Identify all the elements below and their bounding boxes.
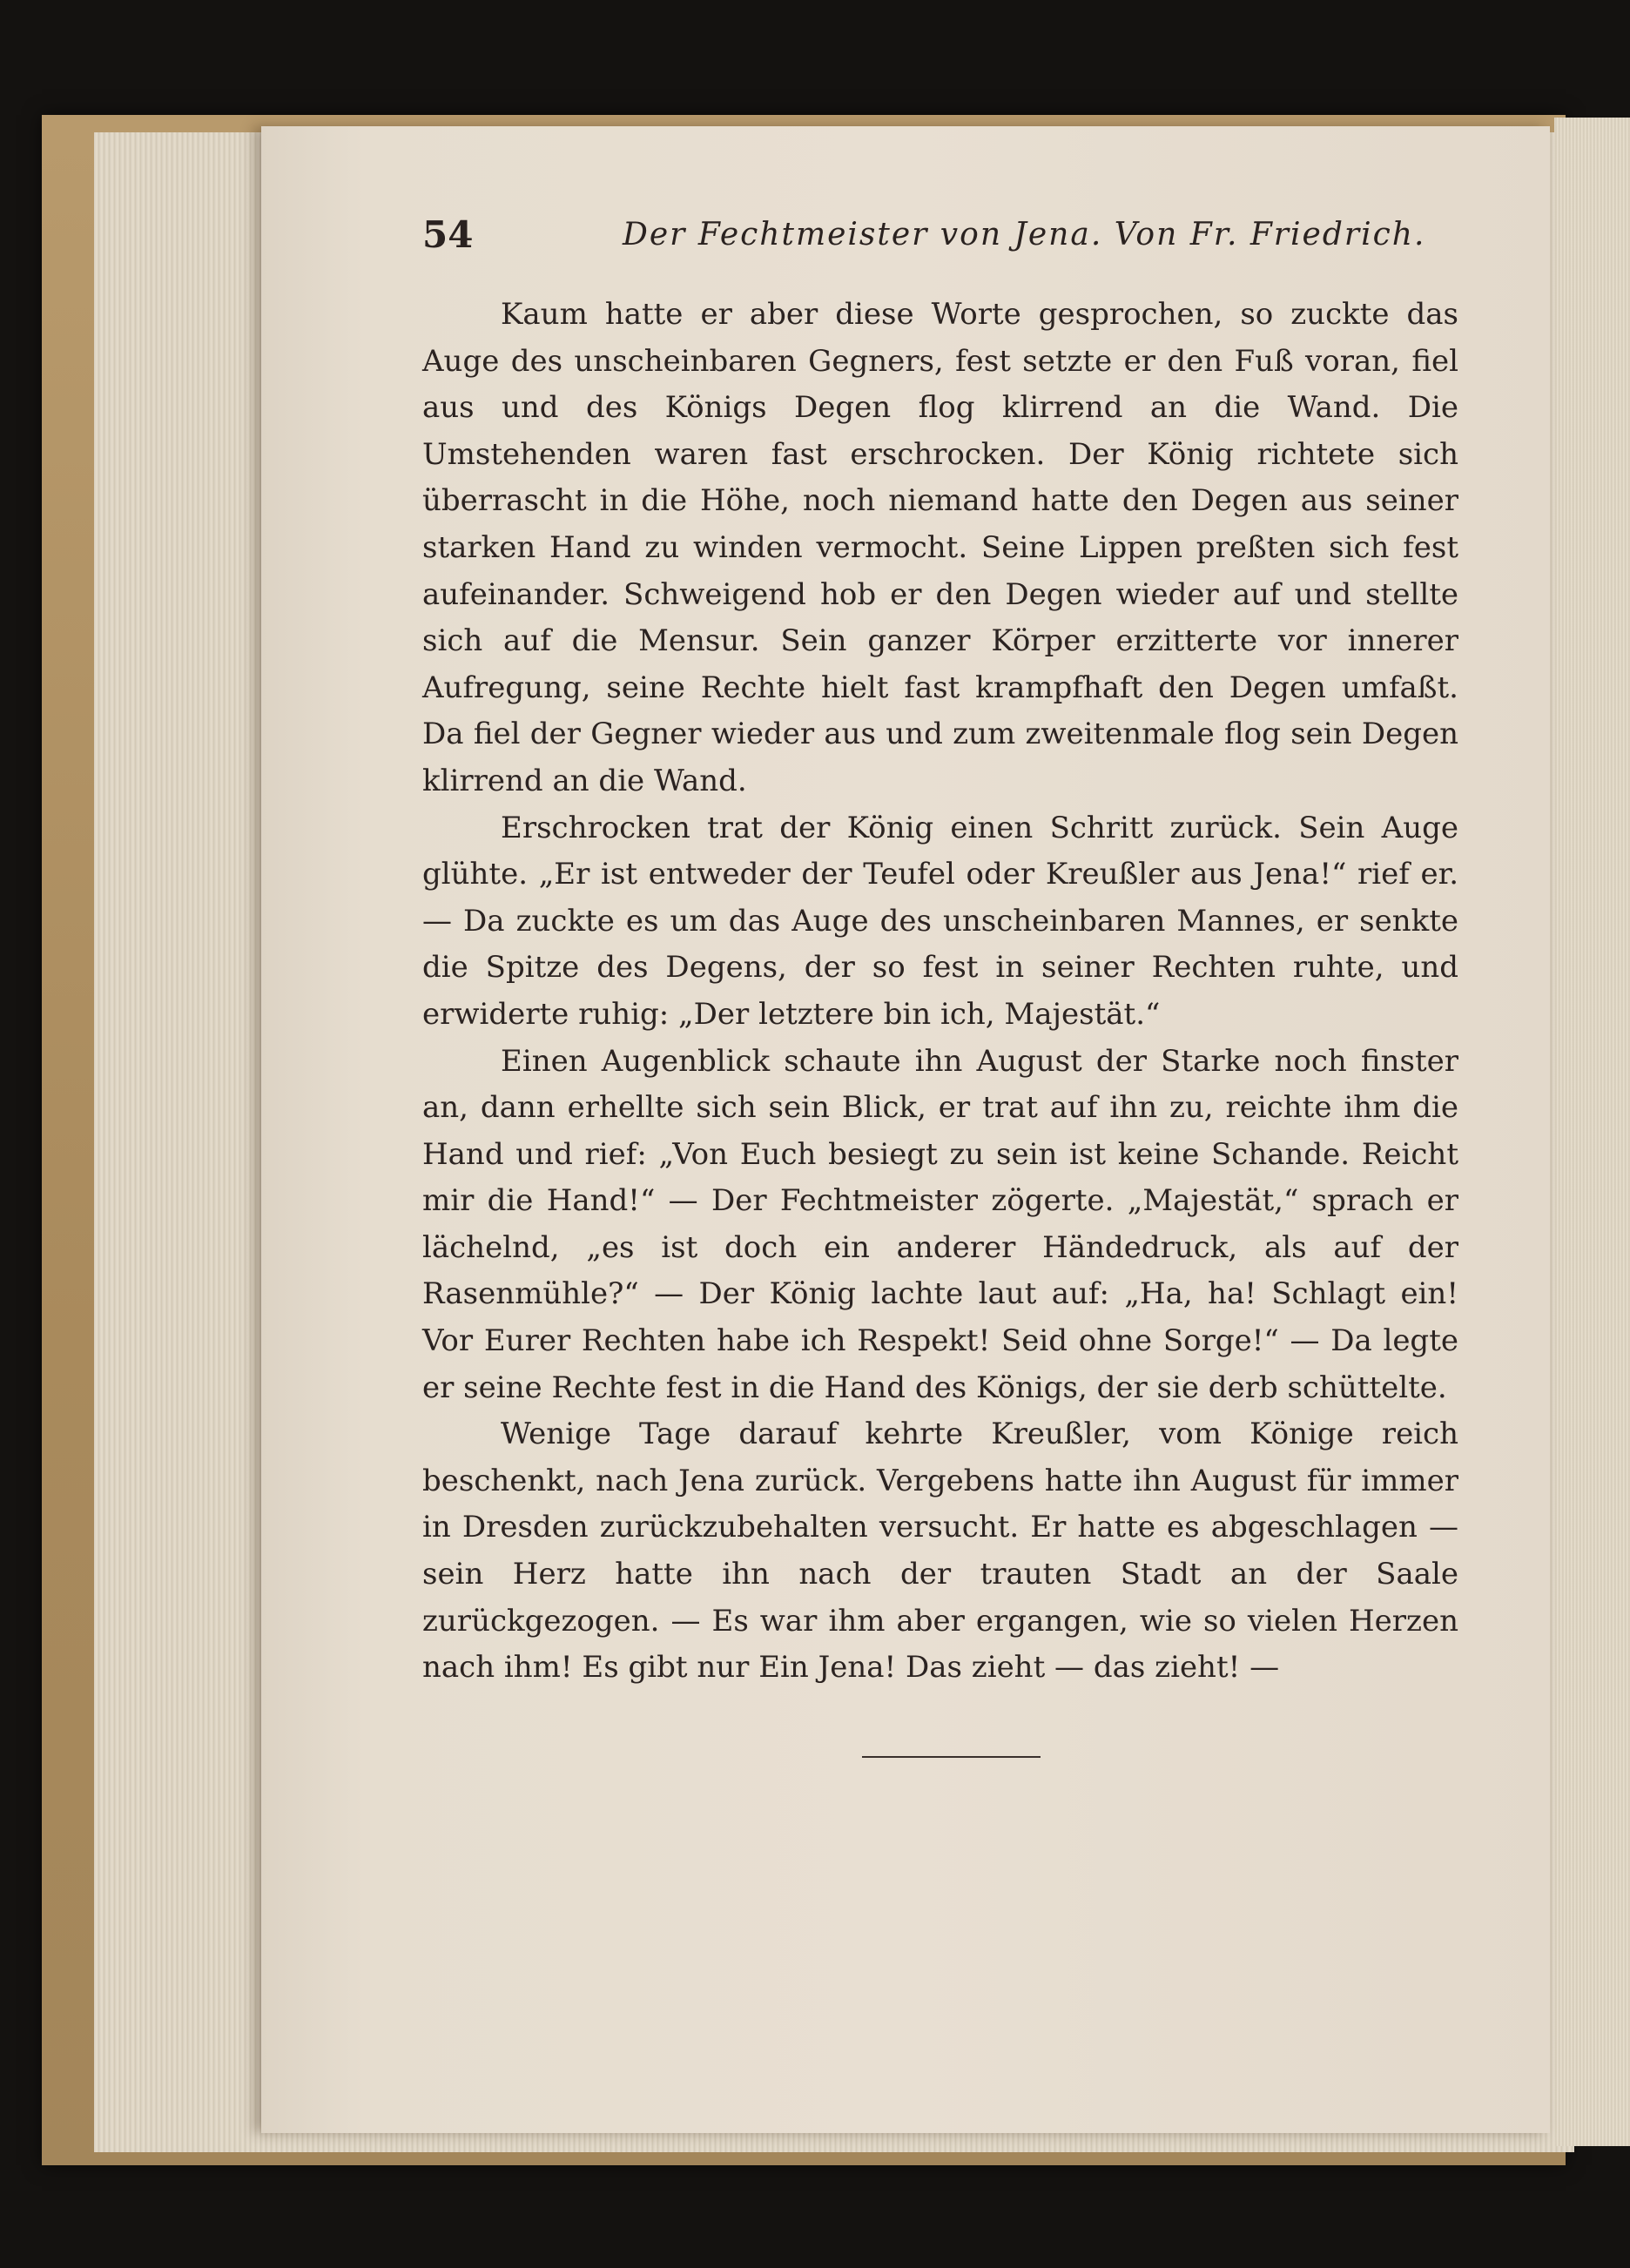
running-head: Der Fechtmeister von Jena. Von Fr. Friedrich.: [623, 217, 1426, 252]
paragraph: Wenige Tage darauf kehrte Kreußler, vom Könige reich beschenkt, nach Jena zurück. Vergebens hatte ihn August für immer in Dresden zurückzubehalten versucht. Er hatte es abgeschlagen — sein Herz hatte ihn nach der trauten Stadt an der Saale zurückgezogen. — Es war ihm aber ergangen, wie so vielen Herzen nach ihm! Es gibt nur Ein Jena! Das zieht — das zieht! —: [422, 1417, 1458, 1686]
end-rule: [862, 1756, 1041, 1758]
page-number: 54: [422, 213, 474, 256]
body-text: [422, 292, 1458, 1692]
paragraph: Einen Augenblick schaute ihn August der Starke noch finster an, dann erhellte sich sein Blick, er trat auf ihn zu, reichte ihm die Hand und rief: „Von Euch besiegt zu sein ist keine Schande. Reicht mir die Hand!“ — Der Fechtmeister zögerte. „Majestät,“ sprach er lächelnd, „es ist doch ein anderer Händedruck, als auf der Rasenmühle?“ — Der König lachte laut auf: „Ha, ha! Schlagt ein! Vor Eurer Rechten habe ich Respekt! Seid ohne Sorge!“ — Da legte er seine Rechte fest in die Hand des Königs, der sie derb schüttelte.: [422, 1043, 1458, 1405]
paragraph: Erschrocken trat der König einen Schritt zurück. Sein Auge glühte. „Er ist entweder der Teufel oder Kreußler aus Jena!“ rief er. — Da zuckte es um das Auge des unscheinbaren Mannes, er senkte die Spitze des Degens, der so fest in seiner Rechten ruhte, und erwiderte ruhig: „Der letztere bin ich, Majestät.“: [422, 810, 1458, 1032]
facing-page-edge: [1554, 118, 1630, 2146]
paragraph: Kaum hatte er aber diese Worte gesprochen, so zuckte das Auge des unscheinbaren Gegners, fest setzte er den Fuß voran, fiel aus und des Königs Degen flog klirrend an die Wand. Die Umstehenden waren fast erschrocken. Der König richtete sich überrascht in die Höhe, noch niemand hatte den Degen aus seiner starken Hand zu winden vermocht. Seine Lippen preßten sich fest aufeinander. Schweigend hob er den Degen wieder auf und stellte sich auf die Mensur. Sein ganzer Körper erzitterte vor innerer Aufregung, seine Rechte hielt fast krampfhaft den Degen umfaßt. Da fiel der Gegner wieder aus und zum zweitenmale flog sein Degen klirrend an die Wand.: [422, 297, 1458, 798]
page-header: [422, 213, 1458, 266]
